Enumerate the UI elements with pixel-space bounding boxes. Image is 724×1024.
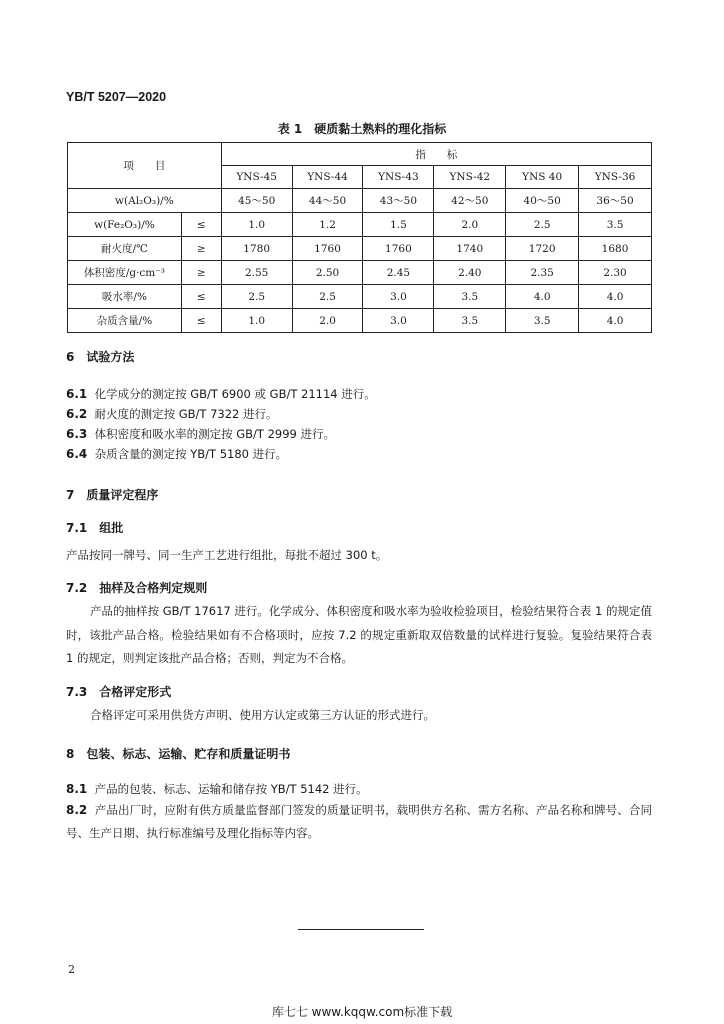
clause-number: 6.1	[66, 387, 88, 401]
value-cell: 3.5	[579, 213, 652, 237]
footer-watermark: 库七七 www.kqqw.com标准下载	[271, 1005, 453, 1019]
clause-6-4	[66, 442, 287, 466]
comparison-symbol: ≤	[181, 213, 221, 237]
value-cell: 40～50	[506, 189, 579, 213]
value-cell: 2.5	[506, 213, 579, 237]
table-row	[68, 309, 652, 333]
value-cell: 1740	[434, 237, 506, 261]
clause-number: 6.2	[66, 407, 88, 421]
value-cell: 2.55	[221, 261, 292, 285]
value-cell: 3.5	[434, 309, 506, 333]
value-cell: 1.5	[363, 213, 434, 237]
grade-cell: YNS-45	[221, 166, 292, 189]
value-cell: 2.0	[434, 213, 506, 237]
clause-text: 产品出厂时，应附有供方质量监督部门签发的质量证明书，载明供方名称、需方名称、产品名称和牌号、合同号、生产日期、执行标准编号及理化指标等内容。	[66, 803, 653, 840]
value-cell: 1760	[363, 237, 434, 261]
clause-7-1-heading: 7.1 组批	[66, 521, 124, 535]
table-row	[68, 189, 652, 213]
clause-number: 6.4	[66, 447, 88, 461]
index-header: 指 标	[221, 143, 651, 166]
value-cell: 1680	[579, 237, 652, 261]
row-label: w(Fe₂O₃)/%	[68, 213, 182, 237]
value-cell: 2.35	[506, 261, 579, 285]
clause-8-1	[66, 777, 368, 801]
table-row	[68, 237, 652, 261]
value-cell: 2.5	[221, 285, 292, 309]
row-label: 吸水率/%	[68, 285, 182, 309]
row-label: 耐火度/℃	[68, 237, 182, 261]
table-title: 表 1 硬质黏土熟料的理化指标	[277, 122, 447, 136]
item-header: 项 目	[68, 143, 222, 189]
value-cell: 1720	[506, 237, 579, 261]
comparison-symbol: ≤	[181, 285, 221, 309]
grade-cell: YNS-43	[363, 166, 434, 189]
clause-7-1-text: 产品按同一牌号、同一生产工艺进行组批，每批不超过 300 t。	[66, 548, 388, 562]
value-cell: 1780	[221, 237, 292, 261]
page-number: 2	[68, 963, 75, 976]
value-cell: 4.0	[579, 285, 652, 309]
value-cell: 3.0	[363, 285, 434, 309]
value-cell: 4.0	[579, 309, 652, 333]
comparison-symbol: ≤	[181, 309, 221, 333]
grade-cell: YNS-36	[579, 166, 652, 189]
value-cell: 2.40	[434, 261, 506, 285]
section-8-heading: 8 包装、标志、运输、贮存和质量证明书	[66, 747, 291, 761]
value-cell: 2.50	[292, 261, 363, 285]
value-cell: 4.0	[506, 285, 579, 309]
value-cell: 43～50	[363, 189, 434, 213]
value-cell: 2.0	[292, 309, 363, 333]
clause-7-3-text: 合格评定可采用供货方声明、使用方认定或第三方认证的形式进行。	[90, 708, 435, 722]
value-cell: 42～50	[434, 189, 506, 213]
spec-table	[67, 142, 652, 333]
value-cell: 2.30	[579, 261, 652, 285]
value-cell: 1.0	[221, 213, 292, 237]
grade-cell: YNS-44	[292, 166, 363, 189]
grade-cell: YNS-42	[434, 166, 506, 189]
value-cell: 1760	[292, 237, 363, 261]
end-rule	[298, 929, 424, 930]
clause-number: 8.1	[66, 782, 88, 796]
value-cell: 3.5	[506, 309, 579, 333]
clause-number: 6.3	[66, 427, 88, 441]
row-label: 杂质含量/%	[68, 309, 182, 333]
clause-8-2	[66, 799, 652, 845]
grade-cell: YNS 40	[506, 166, 579, 189]
clause-text: 耐火度的测定按 GB/T 7322 进行。	[94, 407, 278, 421]
comparison-symbol: ≥	[181, 261, 221, 285]
value-cell: 45～50	[221, 189, 292, 213]
value-cell: 44～50	[292, 189, 363, 213]
clause-7-2-heading: 7.2 抽样及合格判定规则	[66, 581, 208, 595]
value-cell: 3.5	[434, 285, 506, 309]
value-cell: 2.45	[363, 261, 434, 285]
clause-number: 8.2	[66, 803, 88, 817]
clause-7-3-heading: 7.3 合格评定形式	[66, 685, 172, 699]
table-row	[68, 261, 652, 285]
row-label: w(Al₂O₃)/%	[68, 189, 222, 213]
section-7-heading: 7 质量评定程序	[66, 488, 159, 502]
clause-text: 化学成分的测定按 GB/T 6900 或 GB/T 21114 进行。	[94, 387, 376, 401]
section-6-heading: 6 试验方法	[66, 350, 135, 364]
value-cell: 1.2	[292, 213, 363, 237]
comparison-symbol: ≥	[181, 237, 221, 261]
value-cell: 3.0	[363, 309, 434, 333]
clause-7-2-text: 产品的抽样按 GB/T 17617 进行。化学成分、体积密度和吸水率为验收检验项目，检验结果符合表 1 的规定值时，该批产品合格。检验结果如有不合格项时，应按 7.2 的规定重新取双倍数量的试样进行复验。复验结果符合表 1 的规定，则判定该批产品合格；否则，判定为不合格。	[66, 604, 652, 665]
value-cell: 1.0	[221, 309, 292, 333]
standard-code: YB/T 5207—2020	[66, 90, 167, 104]
value-cell: 2.5	[292, 285, 363, 309]
value-cell: 36～50	[579, 189, 652, 213]
table-header-row	[68, 143, 652, 166]
table-row	[68, 285, 652, 309]
clause-text: 产品的包装、标志、运输和储存按 YB/T 5142 进行。	[94, 782, 368, 796]
clause-text: 杂质含量的测定按 YB/T 5180 进行。	[94, 447, 288, 461]
table-row	[68, 213, 652, 237]
row-label: 体积密度/g·cm⁻³	[68, 261, 182, 285]
clause-text: 体积密度和吸水率的测定按 GB/T 2999 进行。	[94, 427, 336, 441]
